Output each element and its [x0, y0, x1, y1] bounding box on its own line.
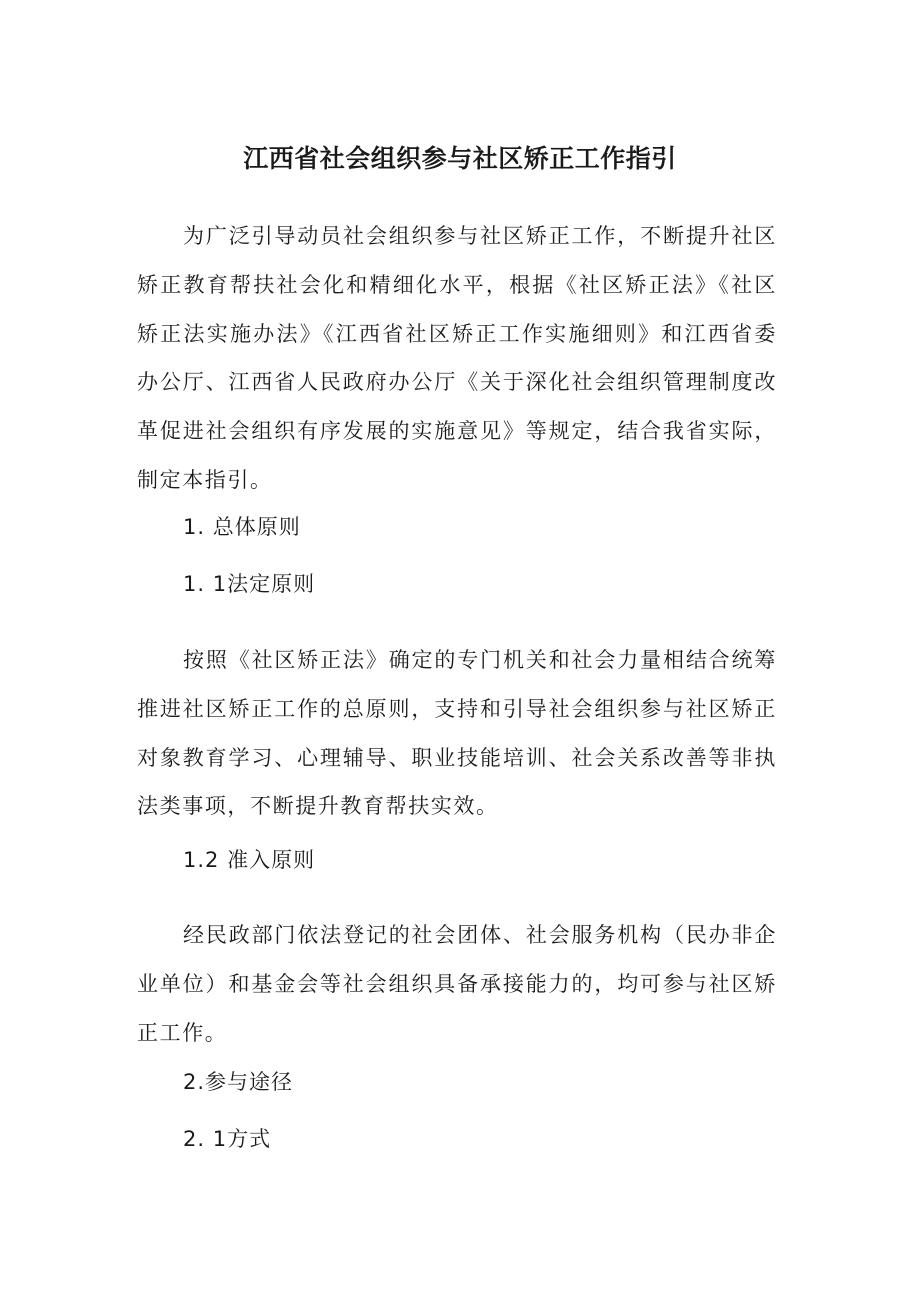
section-1-heading: 1. 总体原则 [183, 515, 301, 539]
section-2-1-heading: 2. 1方式 [183, 1127, 272, 1151]
intro-paragraph: 为广泛引导动员社会组织参与社区矫正工作，不断提升社区矫正教育帮扶社会化和精细化水平，根据《社区矫正法》《社区矫正法实施办法》《江西省社区矫正工作实施细则》和江西省委办公厅、江西省人民政府办公厅《关于深化社会组织管理制度改革促进社会组织有序发展的实施意见》等规定，结合我省实际，制定本指引。 [137, 224, 777, 492]
section-1-1-heading: 1. 1法定原则 [183, 572, 316, 596]
section-1-2-heading: 1.2 准入原则 [183, 848, 316, 872]
section-2-heading: 2.参与途径 [183, 1070, 294, 1094]
section-1-2-paragraph: 经民政部门依法登记的社会团体、社会服务机构（民办非企业单位）和基金会等社会组织具备承接能力的，均可参与社区矫正工作。 [137, 923, 777, 1045]
section-1-1-paragraph: 按照《社区矫正法》确定的专门机关和社会力量相结合统筹推进社区矫正工作的总原则，支持和引导社会组织参与社区矫正对象教育学习、心理辅导、职业技能培训、社会关系改善等非执法类事项，不断提升教育帮扶实效。 [137, 648, 777, 819]
document-title: 江西省社会组织参与社区矫正工作指引 [243, 143, 677, 173]
